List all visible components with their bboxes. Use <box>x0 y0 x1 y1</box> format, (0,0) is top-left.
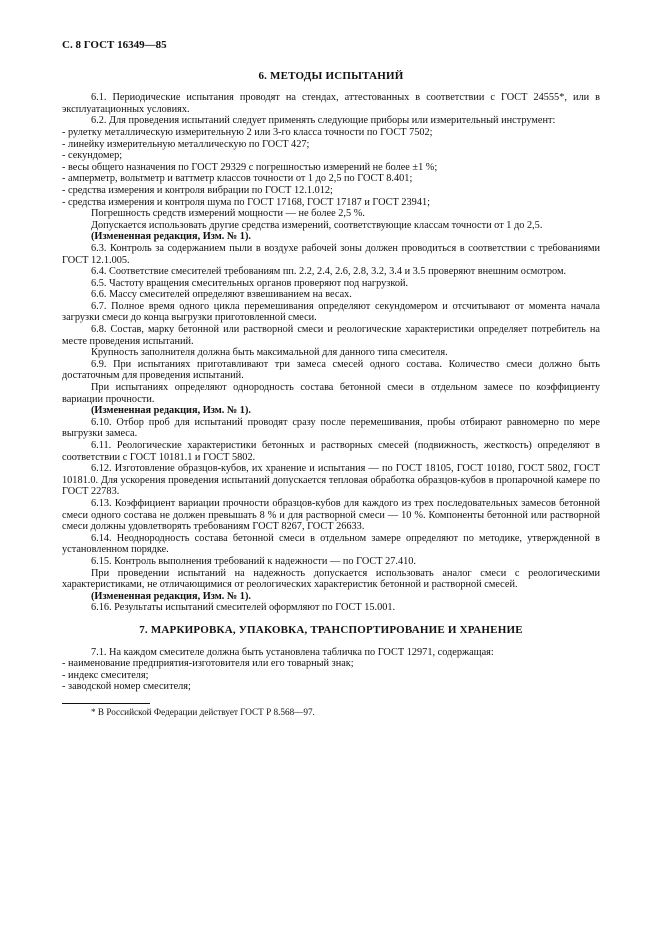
para-6-9: 6.9. При испытаниях приготавливают три замеса смесей одного состава. Количество смеси должно быть достаточным для проведения испытаний. <box>62 358 600 382</box>
para-6-8-b: Крупность заполнителя должна быть максимальной для данного типа смесителя. <box>91 347 448 359</box>
edit-note: (Измененная редакция, Изм. № 1). <box>91 590 251 602</box>
para-7-1: 7.1. На каждом смесителе должна быть установлена табличка по ГОСТ 12971, содержащая: <box>91 646 494 658</box>
list-item: - наименование предприятия-изготовителя или его товарный знак; <box>62 658 354 670</box>
list-item: - рулетку металлическую измерительную 2 или 3-го класса точности по ГОСТ 7502; <box>62 126 433 138</box>
para-6-3: 6.3. Контроль за содержанием пыли в воздухе рабочей зоны должен проводиться в соответствии с требованиями ГОСТ 12.1.005. <box>62 242 600 266</box>
footnote-divider <box>62 703 150 704</box>
para-6-15-b: При проведении испытаний на надежность допускается использовать аналог смеси с реологическими характеристиками, не отличающимися от реологических характеристик бетонной и растворной смесей. <box>62 567 600 591</box>
para-6-1: 6.1. Периодические испытания проводят на стендах, аттестованных в соответствии с ГОСТ 24555*, или в эксплуатационных условиях. <box>62 92 600 115</box>
list-item: - секундомер; <box>62 150 123 162</box>
list-item: - весы общего назначения по ГОСТ 29329 с погрешностью измерений не более ±1 %; <box>62 161 438 173</box>
para-6-5: 6.5. Частоту вращения смесительных органов проверяют под нагрузкой. <box>91 277 409 289</box>
edit-note: (Измененная редакция, Изм. № 1). <box>91 405 251 417</box>
para-6-16: 6.16. Результаты испытаний смесителей оформляют по ГОСТ 15.001. <box>91 602 396 614</box>
footnote: * В Российской Федерации действует ГОСТ Р 8.568—97. <box>91 706 315 717</box>
para-6-10: 6.10. Отбор проб для испытаний проводят сразу после перемешивания, пробы отбирают равномерно по мере выгрузки замеса. <box>62 416 600 440</box>
para-6-15: 6.15. Контроль выполнения требований к надежности — по ГОСТ 27.410. <box>91 555 417 567</box>
para-6-2: 6.2. Для проведения испытаний следует применять следующие приборы или измерительный инструмент: <box>91 115 556 127</box>
list-item: - линейку измерительную металлическую по ГОСТ 427; <box>62 138 310 150</box>
allowed-note: Допускается использовать другие средства измерений, соответствующие классам точности от 1 до 2,5. <box>91 219 543 231</box>
accuracy-note: Погрешность средств измерений мощности — не более 2,5 %. <box>91 208 365 220</box>
list-item: - амперметр, вольтметр и ваттметр классов точности от 1 до 2,5 по ГОСТ 8.401; <box>62 173 413 185</box>
page-header: С. 8 ГОСТ 16349—85 <box>62 39 167 51</box>
para-6-4: 6.4. Соответствие смесителей требованиям пп. 2.2, 2.4, 2.6, 2.8, 3.2, 3.4 и 3.5 проверяют внешним осмотром. <box>91 266 567 278</box>
section-7-title: 7. МАРКИРОВКА, УПАКОВКА, ТРАНСПОРТИРОВАНИЕ И ХРАНЕНИЕ <box>139 623 523 636</box>
list-item: - средства измерения и контроля вибрации по ГОСТ 12.1.012; <box>62 184 333 196</box>
para-6-9-b: При испытаниях определяют однородность состава бетонной смеси в отдельном замесе по коэффициенту вариации прочности. <box>62 382 600 405</box>
para-6-11: 6.11. Реологические характеристики бетонных и растворных смесей (подвижность, жесткость) определяют в соответствии с ГОСТ 10181.1 и ГОСТ 5802. <box>62 440 600 463</box>
para-6-6: 6.6. Массу смесителей определяют взвешиванием на весах. <box>91 289 352 301</box>
para-6-14: 6.14. Неоднородность состава бетонной смеси в отдельном замере определяют по методике, утвержденной в установленном порядке. <box>62 532 600 556</box>
list-item: - заводской номер смесителя; <box>62 681 191 693</box>
list-item: - средства измерения и контроля шума по ГОСТ 17168, ГОСТ 17187 и ГОСТ 23941; <box>62 196 430 208</box>
para-6-12: 6.12. Изготовление образцов-кубов, их хранение и испытания — по ГОСТ 18105, ГОСТ 10180, ГОСТ 5802, ГОСТ 10181.0. Для ускорения проведения испытаний допускается тепловая обработка образцов-кубов в пропарочной камере по ГОСТ 22783. <box>62 463 600 498</box>
para-6-8: 6.8. Состав, марку бетонной или растворной смеси и реологические характеристики определяет потребитель на месте проведения испытаний. <box>62 324 600 347</box>
para-6-13: 6.13. Коэффициент вариации прочности образцов-кубов для каждого из трех последовательных замесов бетонной смеси одного состава не должен превышать 8 % и для растворной смеси — 10 %. Компоненты бетонной или растворной смеси должны удовлетворять требованиям ГОСТ 8267, ГОСТ 26633. <box>62 497 600 533</box>
list-item: - индекс смесителя; <box>62 669 149 681</box>
section-6-title: 6. МЕТОДЫ ИСПЫТАНИЙ <box>258 69 404 82</box>
edit-note: (Измененная редакция, Изм. № 1). <box>91 231 251 243</box>
document-page <box>62 40 600 718</box>
para-6-7: 6.7. Полное время одного цикла перемешивания определяют секундомером и отсчитывают от момента начала загрузки смеси до конца выгрузки приготовленной смеси. <box>62 300 600 324</box>
